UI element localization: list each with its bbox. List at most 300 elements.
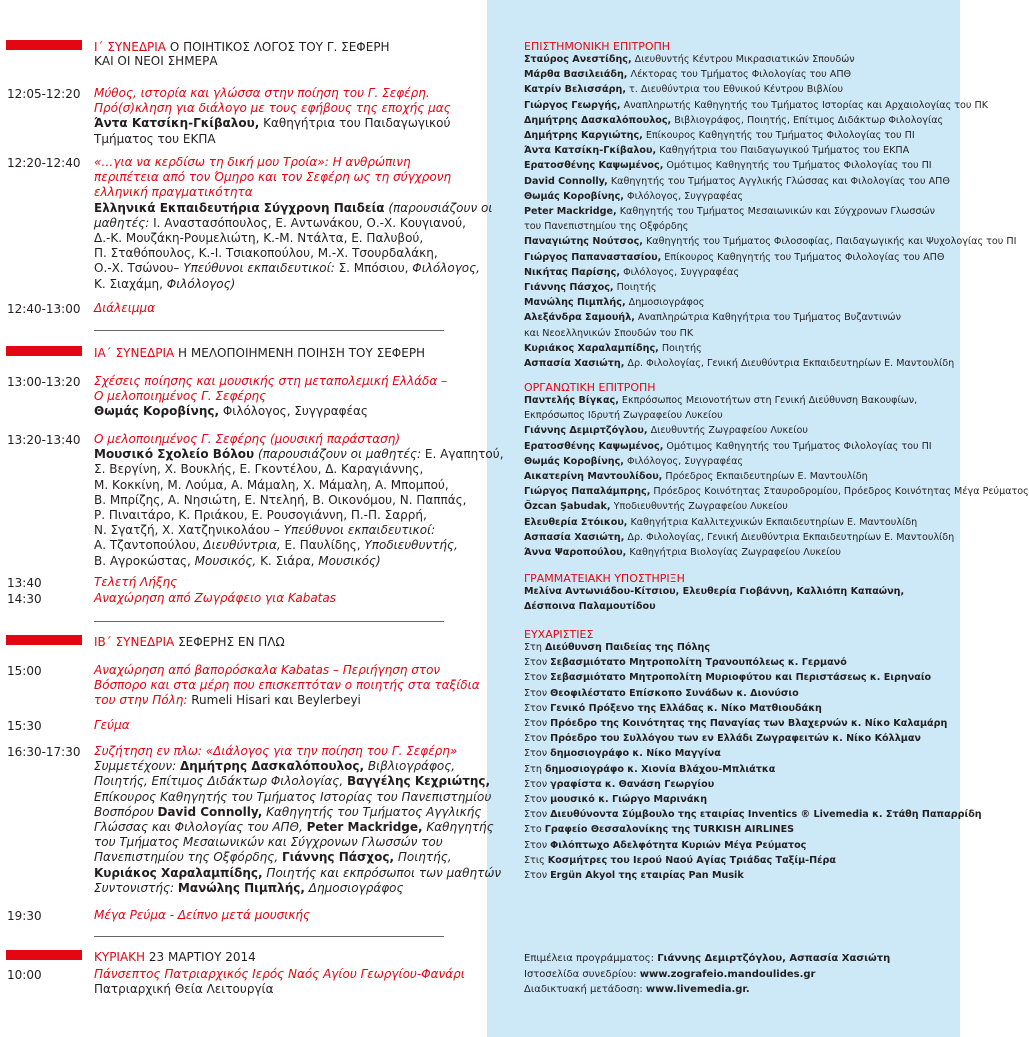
text-run: Θωμάς Κοροβίνης, <box>524 455 624 467</box>
program-line <box>94 967 464 982</box>
text-run: Θεοφιλέστατο Επίσκοπο Συνάδων κ. Διονύσιο <box>550 687 799 699</box>
program-item <box>94 155 493 292</box>
program-item <box>94 718 464 733</box>
text-run: Ο μελοποιημένος Γ. Σεφέρης (μουσική παράσταση) <box>94 432 400 446</box>
text-run: Βοσπόρου <box>94 804 158 819</box>
list-item <box>524 838 960 853</box>
text-run: Στις <box>524 854 548 866</box>
text-run: Μάρθα Βασιλειάδη, <box>524 69 628 81</box>
program-line <box>94 865 502 881</box>
text-run: Υποδιευθυντής, <box>364 538 458 553</box>
list-item <box>524 295 960 310</box>
list-item <box>524 762 960 777</box>
list-item <box>524 265 960 280</box>
text-run: Τμήματος του ΕΚΠΑ <box>94 131 216 146</box>
text-run: www.zografeio.mandoulides.gr <box>639 968 816 980</box>
program-line <box>94 693 464 708</box>
program-line <box>94 155 464 170</box>
session-title: ΣΕΦΕΡΗΣ ΕΝ ΠΛΩ <box>174 635 285 649</box>
secretariat-title: ΓΡΑΜΜΑΤΕΙΑΚΗ ΥΠΟΣΤΗΡΙΞΗ <box>524 572 685 585</box>
text-run: Ιστοσελίδα συνεδρίου: <box>524 968 640 980</box>
text-run: Β. Αγροκώστας, <box>94 553 195 568</box>
text-run: «…για να κερδίσω τη δική μου Τροία»: Η ανθρώπινη <box>94 155 411 169</box>
text-run: Αικατερίνη Μαντουλίδου, <box>524 471 663 483</box>
program-line <box>94 835 464 850</box>
text-run: Α. Τζαντοπούλου, <box>94 538 204 553</box>
text-run: Αναπληρώτρια Καθηγήτρια του Τμήματος Βυζαντινών <box>634 312 901 324</box>
text-run: Εκπρόσωπος Ιδρυτή Ζωγραφείου Λυκείου <box>524 410 723 422</box>
text-run: Βιβλιογράφος, <box>364 759 456 774</box>
list-item <box>524 439 960 454</box>
text-run: περιπέτεια από τον Όμηρο και τον Σεφέρη ως τη σύγχρονη <box>94 170 452 185</box>
text-run: Στον <box>524 809 551 821</box>
list-item <box>524 326 960 341</box>
text-run: Ε. Παυλίδης, <box>280 538 365 553</box>
text-run: Διαδικτυακή μετάδοση: <box>524 984 646 995</box>
time-slot: 15:00 <box>7 664 42 678</box>
text-run: Ergün Akyol της εταιρίας Pan Musik <box>550 870 744 882</box>
program-line <box>94 804 482 820</box>
program-item <box>94 301 464 316</box>
text-run: Δημοσιογράφος <box>304 880 404 895</box>
program-line <box>94 744 464 759</box>
text-run: Αλεξάνδρα Σαμουήλ, <box>524 312 635 324</box>
session-number: ΙΑ΄ ΣΥΝΕΔΡΙΑ <box>94 346 175 360</box>
text-run: Επίκουρος Καθηγητής του Τμήματος Φιλολογίας του ΑΠΘ <box>661 251 945 263</box>
text-run: Ελευθερία Στόικου, <box>524 516 628 528</box>
text-run: Μύθος, ιστορία και γλώσσα στην ποίηση του Γ. Σεφέρη. <box>94 86 430 100</box>
list-item <box>524 499 960 514</box>
time-slot: 19:30 <box>7 909 42 923</box>
text-run: Στον <box>524 718 551 730</box>
text-run: Φιλόλογος, Συγγραφέας <box>623 190 744 202</box>
list-item <box>524 484 1029 499</box>
text-run: Καθηγητής <box>422 820 494 835</box>
program-item <box>94 591 464 606</box>
program-line <box>94 231 464 246</box>
text-run: Ομότιμος Καθηγητής του Τμήματος Φιλολογίας του ΠΙ <box>663 160 932 172</box>
text-run: Υπεύθυνοι εκπαιδευτικοί: <box>183 261 335 276</box>
text-run: Peter Mackridge, <box>524 206 617 218</box>
text-run: Ασπασία Χασιώτη, <box>524 531 625 543</box>
text-run: David Connolly, <box>524 175 608 187</box>
text-run: Μουσικός) <box>318 553 381 568</box>
program-line <box>94 185 464 200</box>
list-item <box>524 393 960 408</box>
text-run: Κυριάκος Χαραλαμπίδης, <box>524 342 659 354</box>
text-run: Διεύθυνση Παιδείας της Πόλης <box>544 642 711 653</box>
text-run: Φιλόλογος, <box>412 261 480 276</box>
text-run: Ποιητής, <box>394 850 452 865</box>
text-run: Σ. Βεργίνη, Χ. Βουκλής, Ε. Γκοντέλου, Δ. Καραγιάννης, <box>94 462 424 477</box>
program-line <box>94 462 464 477</box>
text-run: Γιάννης Δεμιρτζόγλου, <box>524 425 648 437</box>
program-item <box>94 967 464 997</box>
program-line <box>94 86 464 101</box>
text-run: Διευθυντής Κέντρου Μικρασιατικών Σπουδών <box>631 54 855 65</box>
program-item <box>94 663 480 709</box>
time-slot: 13:20-13:40 <box>7 433 81 447</box>
text-run: του στην Πόλη: <box>94 693 188 708</box>
text-run: Επίκουρος Καθηγητής του Τμήματος Φιλολογίας του ΠΙ <box>642 130 915 142</box>
text-run: Μουσικός, <box>194 553 257 568</box>
text-run: μουσικό κ. Γιώργο Μαρινάκη <box>550 794 708 806</box>
text-run: Γλώσσας και Φιλολογίας του ΑΠΘ, <box>94 820 307 835</box>
text-run: Ποιητής, Επίτιμος Διδάκτωρ Φιλολογίας, <box>94 774 347 789</box>
list-item <box>524 982 960 998</box>
text-run: Ερατοσθένης Καψωμένος, <box>524 160 664 172</box>
text-run: Φιλόλογος, Συγγραφέας <box>219 404 368 419</box>
text-run: Ν. Σγατζή, Χ. Χατζηνικολάου – <box>94 523 284 538</box>
text-run: Γιώργος Γεωργής, <box>524 99 621 111</box>
text-run: γραφίστα κ. Θανάση Γεωργίου <box>550 778 715 790</box>
list-item <box>524 250 960 265</box>
scientific-committee-title: ΕΠΙΣΤΗΜΟΝΙΚΗ ΕΠΙΤΡΟΠΗ <box>524 40 671 53</box>
text-run: Μανώλης Πιμπλής, <box>524 297 626 309</box>
program-line <box>94 820 494 835</box>
scientific-committee-list <box>524 52 1017 371</box>
program-line <box>94 718 464 733</box>
program-line <box>94 246 464 261</box>
text-run: Συντονιστής: <box>94 880 178 895</box>
text-run: Μελίνα Αντωνιάδου-Κίτσιου, Ελευθερία Γιοβάννη, Καλλιόπη Καπαώνη, <box>524 586 905 597</box>
day-label: ΚΥΡΙΑΚΗ <box>94 950 146 964</box>
time-slot: 13:40 <box>7 576 42 590</box>
program-line <box>94 404 464 419</box>
text-run: Κ. Σιαχάμη, <box>94 276 167 291</box>
text-run: Δρ. Φιλολογίας, Γενική Διευθύντρια Εκπαιδευτηρίων Ε. Μαντουλίδη <box>624 358 955 370</box>
session-title-line2: ΚΑΙ ΟΙ ΝΕΟΙ ΣΗΜΕΡΑ <box>94 54 218 68</box>
text-run: Καθηγήτρια του Παιδαγωγικού <box>259 116 451 131</box>
text-run: Στον <box>524 672 551 684</box>
list-item <box>524 82 960 97</box>
text-run: Διευθυντής Ζωγραφείου Λυκείου <box>647 425 808 437</box>
program-line <box>94 277 464 292</box>
list-item <box>524 143 960 158</box>
program-line <box>94 982 464 997</box>
text-run: του Πανεπιστημίου της Οξφόρδης <box>524 221 689 233</box>
text-run: Στο <box>524 824 545 836</box>
program-line <box>94 908 464 923</box>
program-line <box>94 261 480 276</box>
text-run: Φιλόλογος) <box>166 276 236 291</box>
program-line <box>94 132 464 147</box>
list-item <box>524 716 960 731</box>
text-run: Γιώργος Παπαναστασίου, <box>524 251 662 263</box>
text-run: Υπεύθυνοι εκπαιδευτικοί: <box>283 523 436 538</box>
session-number: Ι΄ ΣΥΝΕΔΡΙΑ <box>94 40 167 54</box>
text-run: Στη <box>524 642 545 653</box>
date-label: 23 ΜΑΡΤΙΟΥ 2014 <box>145 950 256 964</box>
list-item <box>524 219 960 234</box>
text-run: Πρόεδρο του Συλλόγου των εν Ελλάδι Ζωγραφειτών κ. Νίκο Κόλλμαν <box>550 733 921 745</box>
text-run: Ελληνικά Εκπαιδευτήρια Σύγχρονη Παιδεία <box>94 200 385 215</box>
text-run: Δημήτρης Δασκαλόπουλος, <box>524 114 672 126</box>
text-run: Φιλόλογος, Συγγραφέας <box>620 266 740 278</box>
time-slot: 16:30-17:30 <box>7 745 81 759</box>
text-run: Φιλόπτωχο Αδελφότητα Κυριών Μέγα Ρεύματος <box>550 839 807 851</box>
text-run: Σ. Μπόσιου, <box>334 261 413 276</box>
program-line <box>94 508 464 523</box>
text-run: Αναπληρωτής Καθηγητής του Τμήματος Ιστορίας και Αρχαιολογίας του ΠΚ <box>620 99 989 111</box>
text-run: Σεβασμιότατο Μητροπολίτη Τρανουπόλεως κ. Γερμανό <box>550 657 847 669</box>
session-12-header <box>94 635 285 649</box>
list-item <box>524 515 960 530</box>
text-run: Ποιητής <box>613 282 657 294</box>
program-line <box>94 116 464 131</box>
secretariat-list <box>524 584 960 614</box>
text-run: Αναχώρηση από βαπορόσκαλα Kabatas – Περιήγηση στον <box>94 663 441 677</box>
text-run: Πατριαρχική Θεία Λειτουργία <box>94 982 274 997</box>
text-run: Πάνσεπτος Πατριαρχικός Ιερός Ναός Αγίου Γεωργίου-Φανάρι <box>94 967 465 981</box>
text-run: Γραφείο Θεσσαλονίκης της TURKISH AIRLINES <box>544 824 795 836</box>
program-line <box>94 591 464 606</box>
text-run: Μανώλης Πιμπλής, <box>177 880 305 895</box>
text-run: (παρουσιάζουν οι μαθητές: <box>254 447 422 462</box>
text-run: Αναχώρηση από Ζωγράφειο για Kabatas <box>94 591 336 605</box>
program-item <box>94 575 464 590</box>
text-run: Δημήτρης Δασκαλόπουλος, <box>179 759 365 774</box>
text-run: Γιάννης Δεμιρτζόγλου, Ασπασία Χασιώτη <box>657 953 891 964</box>
list-item <box>524 280 960 295</box>
list-item <box>524 807 982 822</box>
list-item <box>524 356 960 371</box>
text-run: Ποιητής και εκπρόσωποι των μαθητών <box>262 865 502 880</box>
program-line <box>94 663 464 678</box>
program-line <box>94 447 504 462</box>
list-item <box>524 822 960 837</box>
text-run: Δημοσιογράφος <box>625 297 705 309</box>
text-run: Στον <box>524 748 551 760</box>
text-run: Καθηγήτρια του Παιδαγωγικού Τμήματος του ΕΚΠΑ <box>656 145 910 157</box>
text-run: Συμμετέχουν: <box>94 759 180 774</box>
text-run: Σχέσεις ποίησης και μουσικής στη μεταπολεμική Ελλάδα – <box>94 374 448 388</box>
divider <box>94 330 444 331</box>
session-marker <box>6 950 82 960</box>
program-line <box>94 101 464 116</box>
list-item <box>524 530 960 545</box>
text-run: Καθηγητής του Τμήματος Φιλοσοφίας, Παιδαγωγικής και Ψυχολογίας του ΠΙ <box>642 236 1017 248</box>
list-item <box>524 746 960 761</box>
list-item <box>524 701 960 716</box>
text-run: Ποιητής <box>658 342 702 354</box>
thanks-list <box>524 640 982 883</box>
text-run: Ι. Αναστασόπουλος, Ε. Αντωνάκου, Ο.-Χ. Κουγιανού, <box>149 215 466 230</box>
session-marker <box>6 40 82 50</box>
list-item <box>524 868 960 883</box>
program-line <box>94 200 493 216</box>
list-item <box>524 423 960 438</box>
text-run: Βόσπορο και στα μέρη που επισκεπτόταν ο ποιητής στα ταξίδια <box>94 678 480 693</box>
text-run: δημοσιογράφο κ. Νίκο Μαγγίνα <box>550 748 721 760</box>
list-item <box>524 189 960 204</box>
list-item <box>524 951 960 967</box>
time-slot: 14:30 <box>7 592 42 606</box>
text-run: www.livemedia.gr. <box>645 984 750 995</box>
text-run: Σεβασμιότατο Μητροπολίτη Μυριοφύτου και Περιστάσεως κ. Ειρηναίο <box>550 672 932 684</box>
divider <box>94 936 444 937</box>
text-run: Στον <box>524 687 551 699</box>
list-item <box>524 545 960 560</box>
text-run: Στον <box>524 733 551 745</box>
text-run: Ο.-Χ. Τσώνου– <box>94 261 184 276</box>
text-run: και Νεοελληνικών Σπουδών του ΠΚ <box>524 327 694 339</box>
text-run: Μουσικό Σχολείο Βόλου <box>94 447 255 462</box>
time-slot: 15:30 <box>7 719 42 733</box>
text-run: Διευθύντρια, <box>203 538 281 553</box>
text-run: Στον <box>524 870 551 882</box>
text-run: Καθηγήτρια Βιολογίας Ζωγραφείου Λυκείου <box>626 547 841 559</box>
text-run: Π. Σταθόπουλος, Κ.-Ι. Τσιακοπούλου, Μ.-Χ. Τσουρδαλάκη, <box>94 246 438 261</box>
list-item <box>524 52 960 67</box>
text-run: Ο μελοποιημένος Γ. Σεφέρης <box>94 389 267 404</box>
text-run: δημοσιογράφο κ. Χιονία Βλάχου-Μπλιάτκα <box>544 763 776 775</box>
footer-credits <box>524 951 960 998</box>
program-item <box>94 432 504 569</box>
text-run: Ε. Αγαπητού, <box>421 447 504 462</box>
program-line <box>94 678 480 693</box>
text-run: Άννα Ψαροπούλου, <box>524 547 627 559</box>
text-run: Παναγιώτης Νούτσος, <box>524 236 643 248</box>
text-run: Γιάννης Πάσχος, <box>281 850 395 865</box>
session-title: Ο ΠΟΙΗΤΙΚΟΣ ΛΟΓΟΣ ΤΟΥ Γ. ΣΕΦΕΡΗ <box>166 40 390 54</box>
text-run: Δρ. Φιλολογίας, Γενική Διευθύντρια Εκπαιδευτηρίων Ε. Μαντουλίδη <box>624 531 955 543</box>
session-11-header <box>94 346 425 360</box>
list-item <box>524 853 960 868</box>
program-item <box>94 908 464 923</box>
list-item <box>524 128 960 143</box>
list-item <box>524 777 960 792</box>
list-item <box>524 469 960 484</box>
text-run: Πρόεδρος Κοινότητας Σταυροδρομίου, Πρόεδρος Κοινότητας Μέγα Ρεύματος <box>650 486 1029 498</box>
text-run: Παντελής Βίγκας, <box>524 395 619 406</box>
program-line <box>94 554 464 569</box>
text-run: Καθηγήτρια Καλλιτεχνικών Εκπαιδευτηρίων Ε. Μαντουλίδη <box>627 516 918 528</box>
list-item <box>524 686 960 701</box>
list-item <box>524 792 960 807</box>
text-run: Βιβλιογράφος, Ποιητής, Επίτιμος Διδάκτωρ Φιλολογίας <box>671 114 944 126</box>
thanks-title: ΕΥΧΑΡΙΣΤΙΕΣ <box>524 628 594 641</box>
text-run: Καθηγητής του Τμήματος Αγγλικής <box>262 804 482 819</box>
program-line <box>94 881 464 896</box>
text-run: Στον <box>524 794 551 806</box>
text-run: Άντα Κατσίκη-Γκίβαλου, <box>524 145 657 157</box>
text-run: Στον <box>524 657 551 669</box>
text-run: Πανεπιστημίου της Οξφόρδης, <box>94 850 282 865</box>
text-run: Πρόεδρο της Κοινότητας της Παναγίας των Βλαχερνών κ. Νίκο Καλαμάρη <box>550 718 948 730</box>
program-line <box>94 170 464 185</box>
text-run: Επίκουρος Καθηγητής του Τμήματος Ιστορίας του Πανεπιστημίου <box>94 789 492 804</box>
time-slot: 12:20-12:40 <box>7 156 81 170</box>
text-run: Θωμάς Κοροβίνης, <box>94 404 220 419</box>
program-line <box>94 492 467 508</box>
program-line <box>94 389 464 404</box>
program-line <box>94 374 464 389</box>
list-item <box>524 204 960 219</box>
list-item <box>524 584 960 599</box>
text-run: Ερατοσθένης Καψωμένος, <box>524 440 664 452</box>
list-item <box>524 640 960 655</box>
text-run: (παρουσιάζουν οι <box>384 200 493 215</box>
list-item <box>524 113 960 128</box>
text-run: Σταύρος Ανεστίδης, <box>524 54 632 65</box>
session-number: ΙΒ΄ ΣΥΝΕΔΡΙΑ <box>94 635 175 649</box>
text-run: Επιμέλεια προγράμματος: <box>524 953 658 964</box>
text-run: Γιάννης Πάσχος, <box>524 282 614 294</box>
text-run: Διάλειμμα <box>94 301 156 315</box>
organizing-committee-list <box>524 393 1029 560</box>
text-run: Άντα Κατσίκη-Γκίβαλου, <box>94 116 260 131</box>
program-line <box>94 774 491 789</box>
text-run: Υποδιευθυντής Ζωγραφείου Λυκείου <box>610 501 788 513</box>
list-item <box>524 967 960 983</box>
text-run: David Connolly, <box>157 804 263 819</box>
list-item <box>524 454 960 469</box>
session-marker <box>6 635 82 645</box>
text-run: Ρ. Πιναιτάρο, Κ. Πριάκου, Ε. Ρουσογιάννη, Π.-Π. Σαρρή, <box>94 508 427 523</box>
list-item <box>524 670 960 685</box>
text-run: Κ. Σιάρα, <box>256 553 319 568</box>
text-run: του Τμήματος Μεσαιωνικών και Σύγχρονων Γλωσσών του <box>94 835 443 850</box>
text-run: Γενικό Πρόξενο της Ελλάδας κ. Νίκο Ματθιουδάκη <box>550 702 822 714</box>
program-item <box>94 374 464 420</box>
text-run: Κοσμήτρες του Ιερού Ναού Αγίας Τριάδας Ταξίμ-Πέρα <box>547 854 836 866</box>
text-run: Ομότιμος Καθηγητής του Τμήματος Φιλολογίας του ΠΙ <box>663 440 932 452</box>
text-run: Rumeli Hisari και Beylerbeyi <box>187 693 361 708</box>
text-run: Peter Mackridge, <box>306 820 423 835</box>
divider <box>94 621 444 622</box>
session-title: Η ΜΕΛΟΠΟΙΗΜΕΝΗ ΠΟΙΗΣΗ ΤΟΥ ΣΕΦΕΡΗ <box>174 346 426 360</box>
program-line <box>94 432 464 447</box>
list-item <box>524 655 960 670</box>
text-run: Καθηγητής του Τμήματος Μεσαιωνικών και Σύγχρονων Γλωσσών <box>616 206 935 218</box>
list-item <box>524 174 960 189</box>
text-run: Νικήτας Παρίσης, <box>524 266 621 278</box>
text-run: Συζήτηση εν πλω: «Διάλογος για την ποίηση του Γ. Σεφέρη» <box>94 744 458 758</box>
list-item <box>524 341 960 356</box>
text-run: Τελετή Λήξης <box>94 575 178 589</box>
text-run: Διευθύνοντα Σύμβουλο της εταιρίας Inventics ® Livemedia κ. Στάθη Παπαρρίδη <box>550 809 982 821</box>
session-10-header <box>94 40 390 68</box>
text-run: Δέσποινα Παλαμουτίδου <box>524 601 656 613</box>
program-line <box>94 789 492 805</box>
text-run: Κυριάκος Χαραλαμπίδης, <box>94 865 263 880</box>
list-item <box>524 98 989 113</box>
list-item <box>524 731 960 746</box>
text-run: Βαγγέλης Κεχριώτης, <box>346 774 491 789</box>
text-run: Ασπασία Χασιώτη, <box>524 358 625 370</box>
program-line <box>94 523 464 538</box>
program-line <box>94 759 464 774</box>
program-line <box>94 301 464 316</box>
text-run: Εκπρόσωπος Μειονοτήτων στη Γενική Διεύθυνση Βακουφίων, <box>618 395 918 406</box>
text-run: Λέκτορας του Τμήματος Φιλολογίας του ΑΠΘ <box>627 69 852 81</box>
list-item <box>524 310 960 325</box>
sunday-header <box>94 950 256 964</box>
text-run: Özcan Şabudak, <box>524 501 611 513</box>
text-run: Στη <box>524 763 545 775</box>
text-run: Καθηγητής του Τμήματος Αγγλικής Γλώσσας και Φιλολογίας του ΑΠΘ <box>607 175 950 187</box>
text-run: Φιλόλογος, Συγγραφέας <box>623 455 744 467</box>
time-slot: 10:00 <box>7 968 42 982</box>
text-run: Πρό(σ)κληση για διάλογο με τους εφήβους της εποχής μας <box>94 101 451 116</box>
program-line <box>94 216 464 231</box>
list-item <box>524 67 960 82</box>
text-run: Στον <box>524 839 551 851</box>
time-slot: 13:00-13:20 <box>7 375 81 389</box>
text-run: μαθητές: <box>94 215 150 230</box>
text-run: Δ.-Κ. Μουζάκη-Ρουμελιώτη, Κ.-Μ. Ντάλτα, Ε. Παλυβού, <box>94 231 424 246</box>
